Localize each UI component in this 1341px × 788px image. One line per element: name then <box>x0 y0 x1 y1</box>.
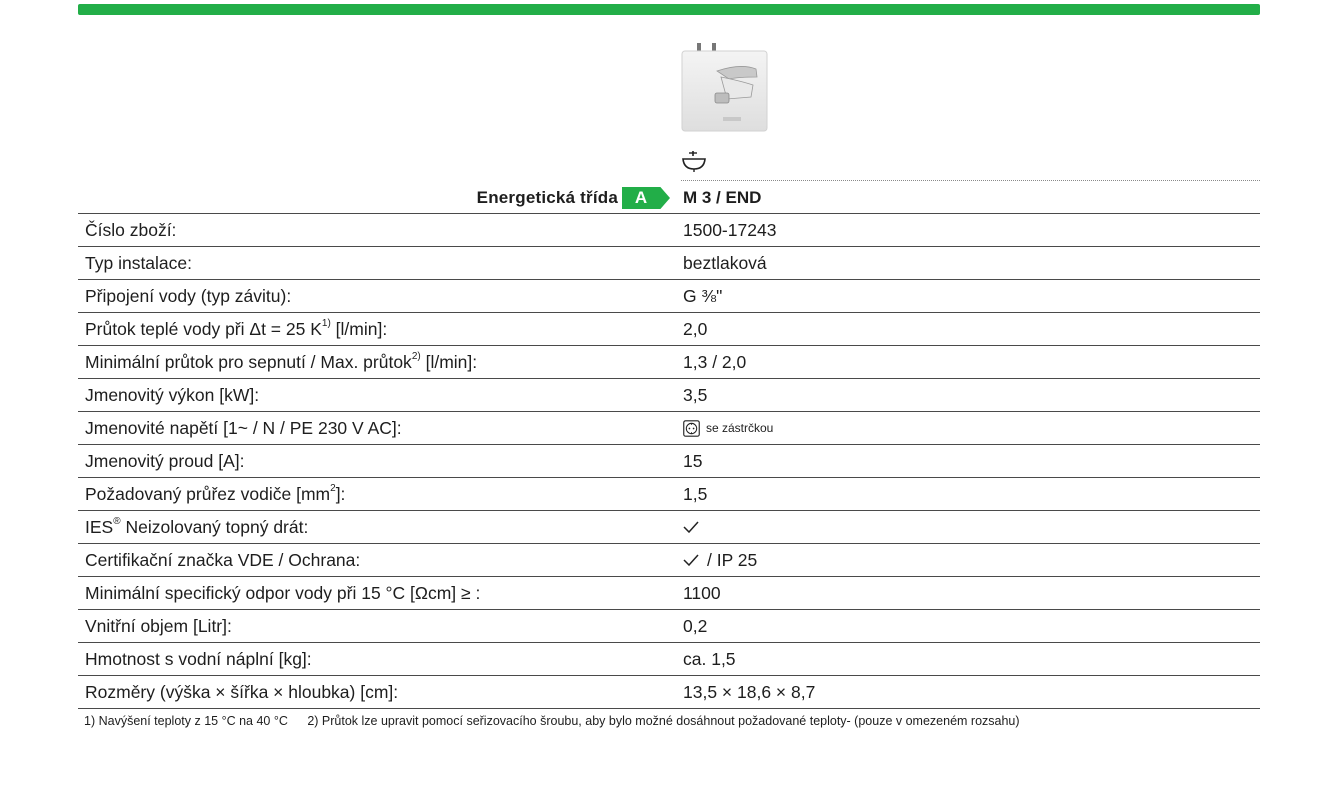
spec-label: Jmenovitý výkon [kW]: <box>85 385 260 405</box>
spec-row <box>78 643 1260 676</box>
spec-value: ca. 1,5 <box>683 649 736 669</box>
spec-row <box>78 412 1260 445</box>
spec-row <box>78 379 1260 412</box>
spec-row <box>78 544 1260 577</box>
spec-label: Číslo zboží: <box>85 220 177 240</box>
spec-row <box>78 445 1260 478</box>
spec-label: IES® Neizolovaný topný drát: <box>85 516 309 537</box>
footnote-1: 1) Navýšení teploty z 15 °C na 40 °C <box>84 714 288 728</box>
spec-label: Jmenovitý proud [A]: <box>85 451 245 471</box>
spec-row <box>78 346 1260 379</box>
spec-label: Minimální průtok pro sepnutí / Max. průtok$^{2)}$ [l/min]: <box>85 351 478 372</box>
spec-value: 1,3 / 2,0 <box>683 352 747 372</box>
spec-value: / IP 25 <box>683 544 757 576</box>
spec-label: Rozměry (výška × šířka × hloubka) [cm]: <box>85 682 399 702</box>
spec-value: 1100 <box>683 583 721 603</box>
spec-row <box>78 280 1260 313</box>
check-icon <box>683 554 699 566</box>
spec-label: Požadovaný průřez vodiče $[mm^2]$: <box>85 483 346 504</box>
spec-value: beztlaková <box>683 253 767 273</box>
spec-row <box>78 676 1260 709</box>
spec-label: Vnitřní objem [Litr]: <box>85 616 232 636</box>
spec-label: Jmenovité napětí [1~ / N / PE 230 V AC]: <box>85 418 402 438</box>
spec-row <box>78 610 1260 643</box>
spec-value: 1,5 <box>683 484 708 504</box>
top-accent-bar <box>78 4 1260 15</box>
energy-class-label: Energetická třída <box>476 188 618 207</box>
water-heater-with-faucet-image <box>681 41 771 141</box>
spec-table <box>78 213 1260 709</box>
model-name: M 3 / END <box>683 188 762 207</box>
spec-value: se zástrčkou <box>683 412 773 444</box>
spec-value: 2,0 <box>683 319 708 339</box>
energy-class-row <box>78 183 1260 213</box>
spec-row <box>78 247 1260 280</box>
spec-label: Certifikační značka VDE / Ochrana: <box>85 550 361 570</box>
spec-value: 15 <box>683 451 703 471</box>
check-icon <box>683 521 699 533</box>
spec-label: Typ instalace: <box>85 253 192 273</box>
spec-value: 1500-17243 <box>683 220 777 240</box>
wash-basin-icon <box>681 149 707 173</box>
plug-socket-icon <box>683 420 700 437</box>
spec-label: Hmotnost s vodní náplní [kg]: <box>85 649 312 669</box>
spec-row <box>78 313 1260 346</box>
spec-row <box>78 478 1260 511</box>
energy-class-letter: A <box>634 188 648 207</box>
spec-label: Průtok teplé vody při Δt = 25 $K^{1)}$ [l/min]: <box>85 318 388 339</box>
spec-value: 13,5 × 18,6 × 8,7 <box>683 682 816 702</box>
spec-row <box>78 214 1260 247</box>
spec-row <box>78 577 1260 610</box>
footnotes <box>84 714 1036 728</box>
spec-value: 0,2 <box>683 616 708 636</box>
footnote-2: 2) Průtok lze upravit pomocí seřizovacího šroubu, aby bylo možné dosáhnout požadované teploty- (pouze v omezeném rozsahu) <box>307 714 1020 728</box>
spec-value: 3,5 <box>683 385 708 405</box>
spec-label: Připojení vody (typ závitu): <box>85 286 292 306</box>
energy-class-badge <box>622 187 670 209</box>
spec-value <box>683 511 699 543</box>
spec-row <box>78 511 1260 544</box>
spec-value: G ⅜" <box>683 286 723 306</box>
spec-label: Minimální specifický odpor vody při 15 °C [Ωcm] ≥ : <box>85 583 481 603</box>
dotted-divider <box>681 180 1260 181</box>
